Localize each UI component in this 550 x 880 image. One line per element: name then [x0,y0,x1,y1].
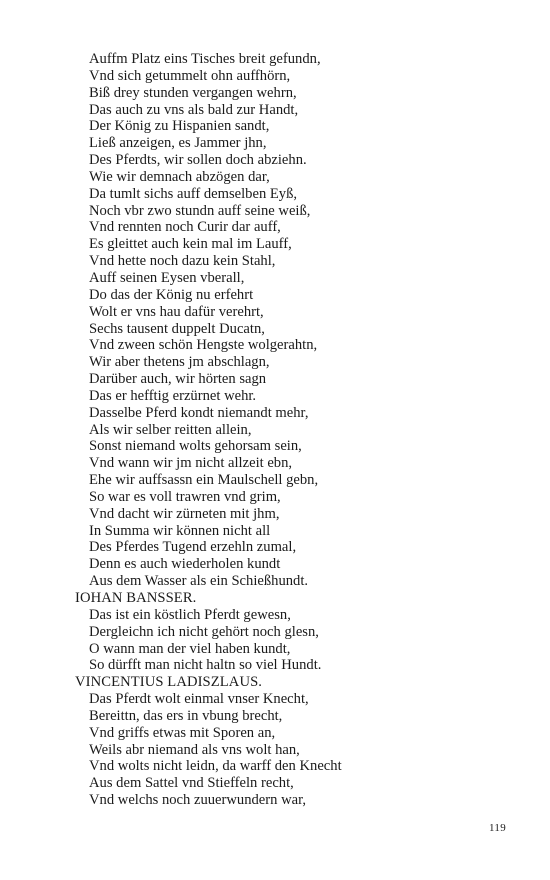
verse-line: Sechs tausent duppelt Ducatn, [89,320,265,337]
verse-line: Vnd zween schön Hengste wolgerahtn, [89,337,318,354]
verse-line: Weils abr niemand als vns wolt han, [89,741,300,758]
verse-line: Vnd griffs etwas mit Sporen an, [89,724,276,741]
verse-line: Dasselbe Pferd kondt niemandt mehr, [89,404,309,421]
verse-line: Sonst niemand wolts gehorsam sein, [89,438,302,455]
verse-line: Vnd dacht wir zürneten mit jhm, [89,505,280,522]
verse-line: Das auch zu vns als bald zur Handt, [89,101,299,118]
verse-line: Wolt er vns hau dafür verehrt, [89,303,264,320]
verse-line: In Summa wir können nicht all [89,522,271,539]
verse-line: Auffm Platz eins Tisches breit gefundn, [89,51,321,67]
verse-line: Aus dem Wasser als ein Schießhundt. [89,573,309,590]
verse-line: Do das der König nu erfehrt [89,286,254,303]
verse-line: Vnd wann wir jm nicht allzeit ebn, [89,455,293,472]
verse-line: Der König zu Hispanien sandt, [89,118,270,135]
verse-line: Wir aber thetens jm abschlagn, [89,354,270,371]
verse-line: Ließ anzeigen, es Jammer jhn, [89,135,267,152]
verse-line: Auff seinen Eysen vberall, [89,269,245,286]
verse-line: O wann man der viel haben kundt, [89,640,291,657]
verse-line: Als wir selber reitten allein, [89,421,252,438]
verse-line: Aus dem Sattel vnd Stieffeln recht, [89,775,294,792]
verse-line: Vnd wolts nicht leidn, da warff den Knecht [89,758,342,775]
speaker-name: VINCENTIUS LADISZLAUS. [75,674,263,691]
verse-line: Es gleittet auch kein mal im Lauff, [89,236,292,253]
page-number: 119 [489,822,506,834]
verse-line: Vnd sich getummelt ohn auffhörn, [89,67,291,84]
verse-line: Biß drey stunden vergangen wehrn, [89,84,297,101]
verse-line: Des Pferdts, wir sollen doch abziehn. [89,152,307,169]
verse-line: Das Pferdt wolt einmal vnser Knecht, [89,691,309,708]
verse-line: Da tumlt sichs auff demselben Eyß, [89,185,298,202]
verse-line: Das ist ein köstlich Pferdt gewesn, [89,606,291,623]
verse-line: Wie wir demnach abzögen dar, [89,168,270,185]
verse-line: Vnd welchs noch zuuerwundern war, [89,792,307,809]
verse-line: Bereittn, das ers in vbung brecht, [89,707,283,724]
verse-line: Darüber auch, wir hörten sagn [89,371,267,388]
verse-line: Vnd rennten noch Curir dar auff, [89,219,281,236]
speaker-name: IOHAN BANSSER. [75,590,197,606]
verse-text-block [75,51,515,809]
verse-line: So war es voll trawren vnd grim, [89,488,281,505]
verse-line: Denn es auch wiederholen kundt [89,556,281,573]
verse-line: Dergleichn ich nicht gehört noch glesn, [89,623,319,640]
verse-line: So dürfft man nicht haltn so viel Hundt. [89,657,322,674]
verse-line: Noch vbr zwo stundn auff seine weiß, [89,202,311,219]
verse-line: Das er hefftig erzürnet wehr. [89,387,257,404]
verse-line: Vnd hette noch dazu kein Stahl, [89,253,276,270]
verse-line: Des Pferdes Tugend erzehln zumal, [89,539,297,556]
verse-line: Ehe wir auffsassn ein Maulschell gebn, [89,472,319,489]
